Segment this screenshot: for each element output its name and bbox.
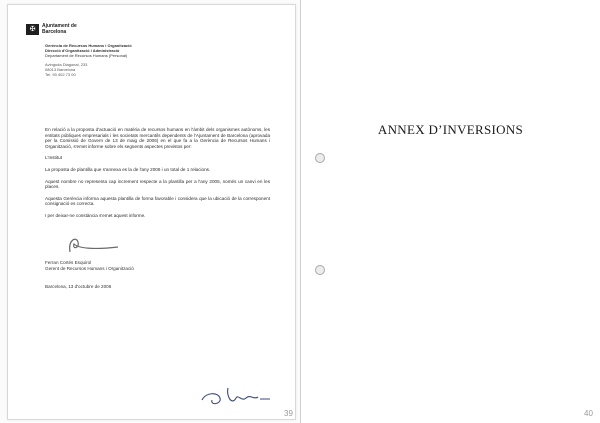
letterhead-line-3: Departament de Recursos Humans (Personal) <box>45 53 128 58</box>
signer-title: Gerent de Recursos Humans i Organització <box>45 266 134 271</box>
right-page <box>301 0 600 423</box>
letterhead-line-1: Gerència de Recursos Humans i Organització <box>45 43 132 48</box>
paragraph-count: Aquest nombre no representa cap increment respecte a la plantilla per a l'any 2005, només un canvi en les places. <box>45 178 270 190</box>
signature-icon <box>62 234 122 256</box>
signer-name: Ferran Cortés Esquirol <box>45 260 92 265</box>
letterhead <box>45 43 165 58</box>
letter-body <box>45 127 270 225</box>
address-block: Avinguda Diagonal, 233 08013 Barcelona Tel. 93 402 73 00 <box>45 62 88 77</box>
paragraph-intro: En relació a la proposta d'actuació en matèria de recursos humans en l'àmbit dels organismes autònoms, les entitats públiques empresarials i les societats mercantils dependents de l'Ajuntament de Barcelona (aprovada per la Comissió de Govern de 13 de maig de 2006) en el que fa a la Gerència de Recursos Humans i Organització, s'emet informe sobre els següents aspectes previstos per: <box>45 127 270 149</box>
page-number-right: 40 <box>584 409 593 418</box>
annex-title: ANNEX D’INVERSIONS <box>377 122 524 137</box>
page-number-left: 39 <box>284 409 293 418</box>
initials-signature-icon <box>198 384 274 410</box>
paragraph-opinion: Aquesta Gerència informa aquesta plantilla de forma favorable i considera que la ubicació de la corresponent consignació es correcta. <box>45 195 270 207</box>
binder-hole-bottom-right <box>315 265 325 275</box>
letterhead-line-2: Direcció d'Organització i Administració <box>45 48 120 53</box>
paragraph-proposal: La proposta de plantilla que s'annexa es la de l'any 2006 i un total de 1 relacions. <box>45 166 211 172</box>
binder-hole-top-right <box>315 153 325 163</box>
paragraph-entity: L'Institut <box>45 155 62 161</box>
shield-icon: ✠ <box>26 24 39 35</box>
paragraph-closing: I per deixar-ne constància s'emet aquest informe. <box>45 212 146 218</box>
logo-name: Ajuntament de Barcelona <box>42 23 77 35</box>
signer-block <box>45 260 185 272</box>
date-line: Barcelona, 13 d'octubre de 2006 <box>45 284 112 289</box>
